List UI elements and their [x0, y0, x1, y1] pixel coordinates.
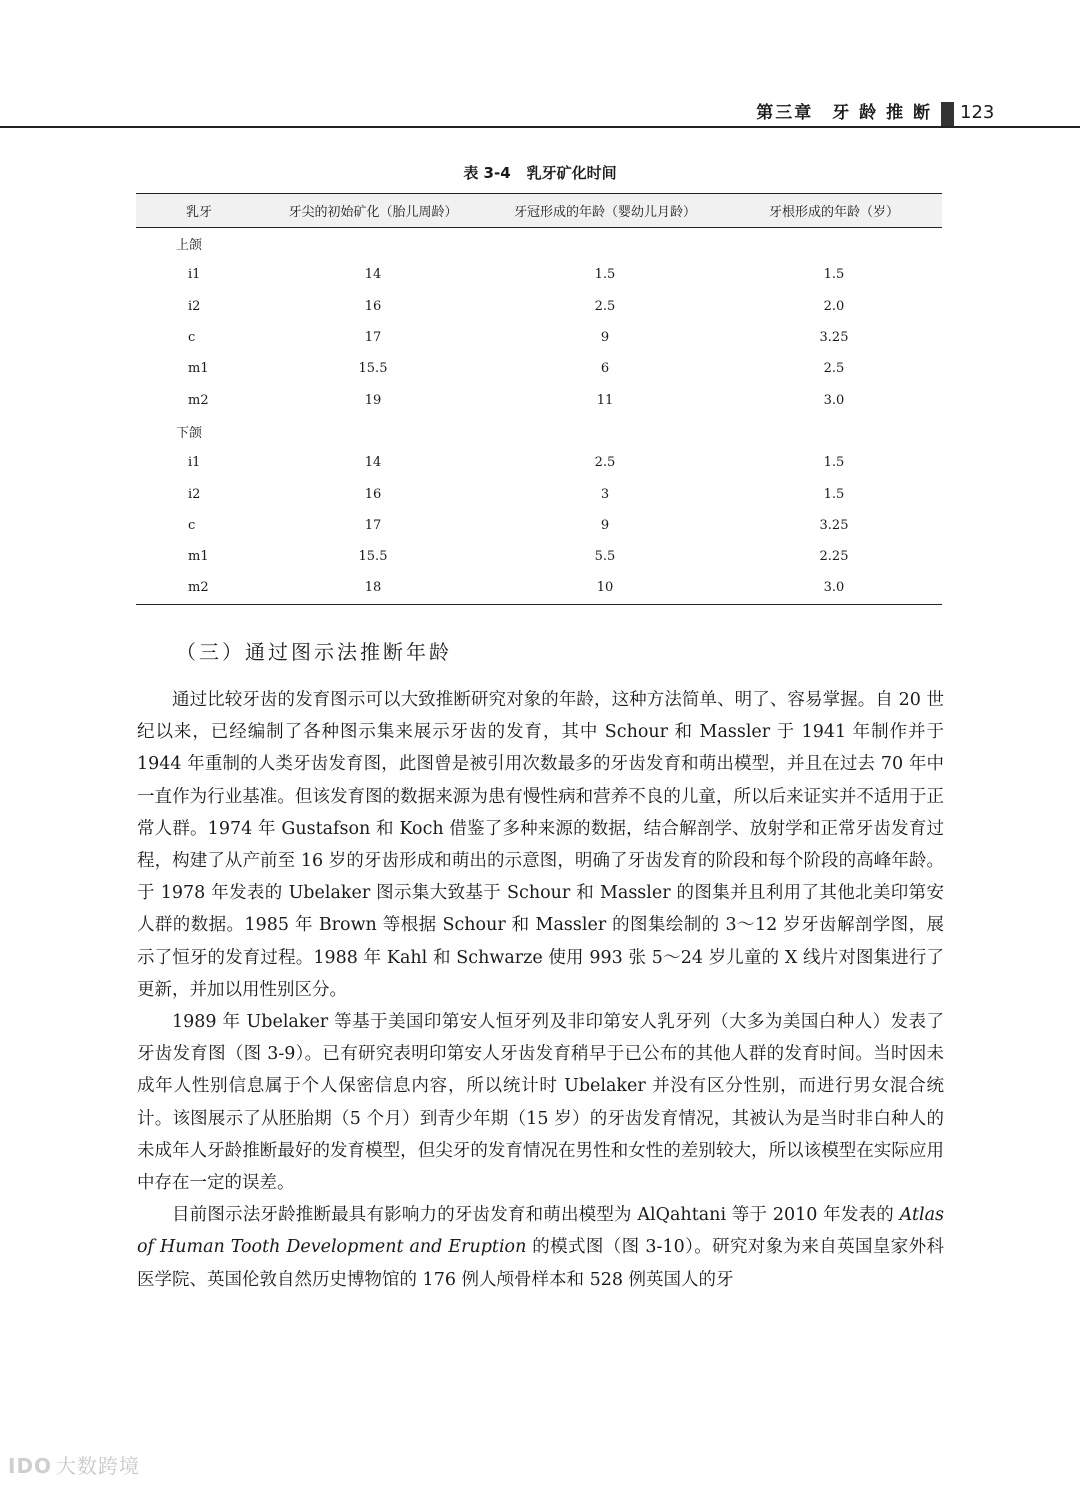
- table-cell: 17: [364, 517, 382, 533]
- tooth-cell: m2: [188, 392, 209, 408]
- table-cell: 14: [364, 267, 382, 283]
- column-header: 牙冠形成的年龄（婴幼儿月龄）: [484, 194, 726, 228]
- table-cell: 1.5: [823, 267, 845, 283]
- chapter-title: 第三章 牙 龄 推 断: [756, 103, 932, 123]
- table-cell: 15.5: [358, 361, 388, 377]
- jaw-label: 上颌: [176, 238, 203, 254]
- header-rule: [0, 126, 1080, 128]
- table-row: [136, 510, 942, 541]
- table-cell: 16: [364, 486, 382, 502]
- watermark-logo: IDO: [8, 1454, 53, 1478]
- table-caption-title: 乳牙矿化时间: [526, 164, 617, 182]
- table-cell: 16: [364, 298, 382, 314]
- table-cell: 1.5: [823, 486, 845, 502]
- table-row: [136, 291, 942, 322]
- table-cell: 11: [596, 392, 614, 408]
- table-row: [136, 322, 942, 353]
- page-number: 123: [960, 102, 995, 123]
- tooth-cell: c: [188, 330, 196, 346]
- paragraph: 1989 年 Ubelaker 等基于美国印第安人恒牙列及非印第安人乳牙列（大多为美国白种人）发表了牙齿发育图（图 3-9）。已有研究表明印第安人牙齿发育稍早于已公布的其他人群的发育时间。当时因未成年人性别信息属于个人保密信息内容，所以统计时 Ubelaker 并没有区分性别，而进行男女混合统计。该图展示了从胚胎期（5 个月）到青少年期（15 岁）的牙齿发育情况，其被认为是当时非白种人的未成年人牙龄推断最好的发育模型，但尖牙的发育情况在男性和女性的差别较大，所以该模型在实际应用中存在一定的误差。: [137, 1012, 944, 1194]
- header-marker: [941, 102, 954, 126]
- table-row: [136, 259, 942, 290]
- table-row: [136, 572, 942, 604]
- column-header: 乳牙: [136, 194, 262, 228]
- table-caption: [0, 162, 1080, 183]
- table-cell: 9: [600, 330, 610, 346]
- watermark-text: 大数跨境: [56, 1454, 141, 1478]
- table-cell: 17: [364, 330, 382, 346]
- table-row: [136, 384, 942, 415]
- section-heading: （三）通过图示法推断年龄: [176, 640, 452, 664]
- tooth-cell: m1: [188, 361, 209, 377]
- table-cell: 19: [364, 392, 382, 408]
- tooth-cell: i2: [188, 298, 201, 314]
- column-header: 牙根形成的年龄（岁）: [726, 194, 942, 228]
- column-header: 牙尖的初始矿化（胎儿周龄）: [262, 194, 484, 228]
- table-cell: 2.5: [823, 361, 845, 377]
- table-cell: 14: [364, 455, 382, 471]
- table-header-row: [136, 194, 942, 228]
- table-cell: 9: [600, 517, 610, 533]
- table-group-row: [136, 416, 942, 447]
- paragraph-text: 的模式图（图 3-10）。研究对象为来自英国皇家外科医学院、英国伦敦自然历史博物馆的 176 例人颅骨样本和 528 例英国人的牙: [137, 1237, 944, 1290]
- table-cell: 2.25: [819, 549, 849, 565]
- tooth-cell: i2: [188, 486, 201, 502]
- tooth-cell: m1: [188, 549, 209, 565]
- table-cell: 2.0: [823, 298, 845, 314]
- paragraph-text: 目前图示法牙龄推断最具有影响力的牙齿发育和萌出模型为 AlQahtani 等于 2010 年发表的: [172, 1205, 900, 1226]
- mineralization-table: [136, 193, 942, 605]
- body-text: [137, 684, 944, 1296]
- tooth-cell: i1: [188, 455, 201, 471]
- table-body: [136, 228, 942, 605]
- tooth-cell: m2: [136, 572, 262, 604]
- book-title: Atlas of Human Tooth Development and Eruption: [137, 1205, 944, 1258]
- table-cell: 18: [262, 572, 484, 604]
- table-cell: 3.25: [819, 330, 849, 346]
- table-cell: 3.0: [823, 392, 845, 408]
- table-cell: 2.5: [594, 455, 616, 471]
- table-row: [136, 447, 942, 478]
- table-row: [136, 541, 942, 572]
- table-row: [136, 353, 942, 384]
- table-cell: 1.5: [594, 267, 616, 283]
- paragraph: 通过比较牙齿的发育图示可以大致推断研究对象的年龄，这种方法简单、明了、容易掌握。自 20 世纪以来，已经编制了各种图示集来展示牙齿的发育，其中 Schour 和 Massler 于 1941 年制作并于 1944 年重制的人类牙齿发育图，此图曾是被引用次数最多的牙齿发育和萌出模型，并且在过去 70 年中一直作为行业基准。但该发育图的数据来源为患有慢性病和营养不良的儿童，所以后来证实并不适用于正常人群。1974 年 Gustafson 和 Koch 借鉴了多种来源的数据，结合解剖学、放射学和正常牙齿发育过程，构建了从产前至 16 岁的牙齿形成和萌出的示意图，明确了牙齿发育的阶段和每个阶段的高峰年龄。于 1978 年发表的 Ubelaker 图示集大致基于 Schour 和 Massler 的图集并且利用了其他北美印第安人群的数据。1985 年 Brown 等根据 Schour 和 Massler 的图集绘制的 3～12 岁牙齿解剖学图，展示了恒牙的发育过程。1988 年 Kahl 和 Schwarze 使用 993 张 5～24 岁儿童的 X 线片对图集进行了更新，并加以用性别区分。: [137, 690, 944, 1000]
- table-cell: 10: [484, 572, 726, 604]
- table-cell: 15.5: [358, 549, 388, 565]
- jaw-label: 下颌: [176, 425, 203, 441]
- table-cell: 6: [600, 361, 610, 377]
- paragraph: [137, 1199, 944, 1296]
- running-header: [0, 100, 1080, 130]
- table-group-row: [136, 228, 942, 260]
- table-cell: 2.5: [594, 298, 616, 314]
- table-cell: 3.25: [819, 517, 849, 533]
- watermark: [8, 1450, 140, 1479]
- table-cell: 1.5: [823, 455, 845, 471]
- table-cell: 5.5: [594, 549, 616, 565]
- table-cell: 3.0: [726, 572, 942, 604]
- tooth-cell: i1: [188, 267, 201, 283]
- tooth-cell: c: [188, 517, 196, 533]
- table-row: [136, 478, 942, 509]
- table-caption-label: 表 3-4: [463, 164, 511, 182]
- table-cell: 3: [600, 486, 610, 502]
